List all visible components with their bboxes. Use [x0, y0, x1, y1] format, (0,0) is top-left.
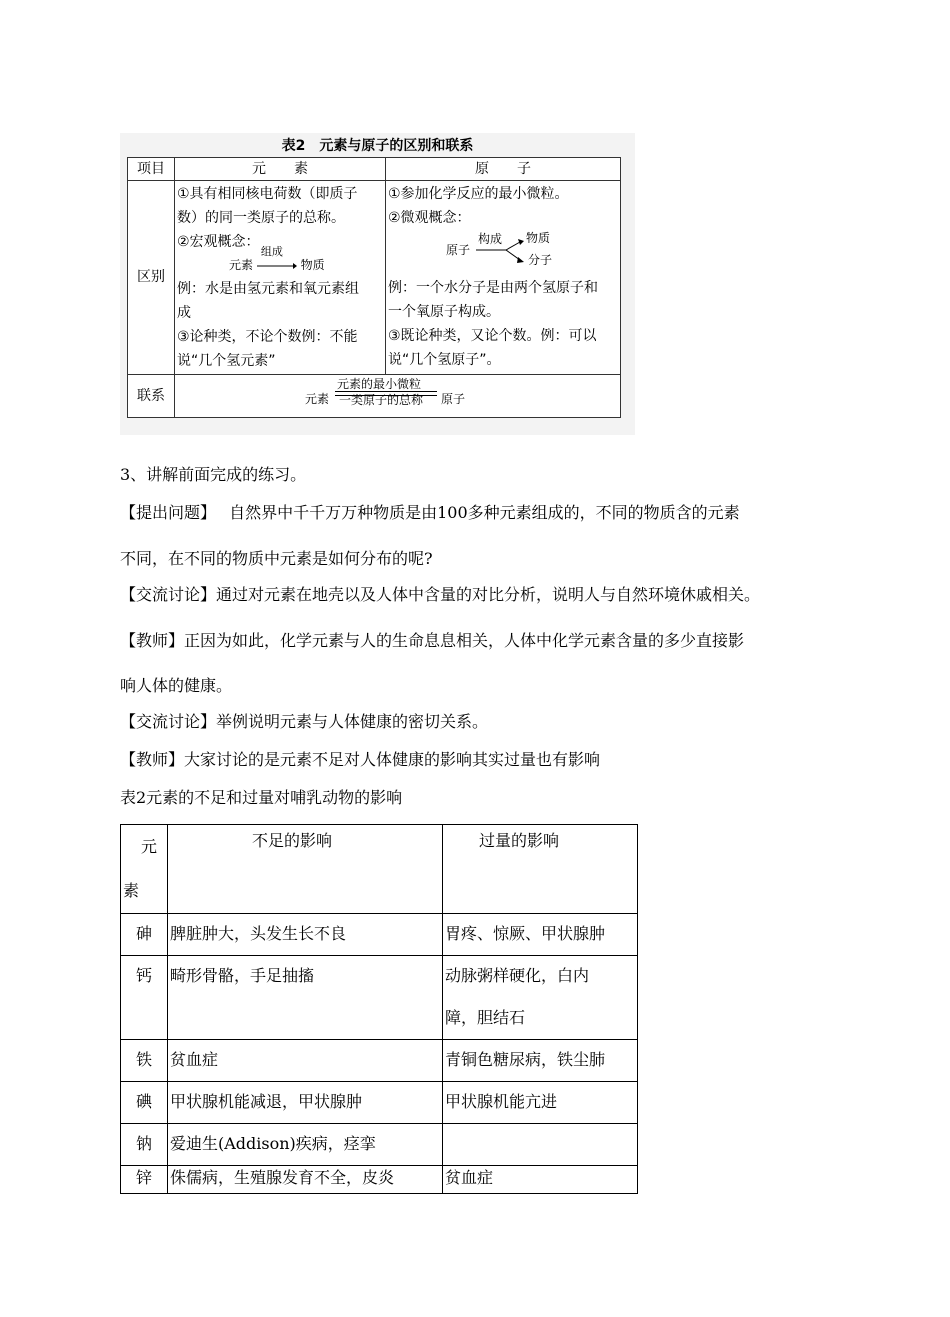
atom-line: 说“几个氢原子”。: [388, 352, 501, 368]
element-line: 例：水是由氢元素和氧元素组: [177, 280, 359, 297]
atom-diagram: [388, 230, 618, 276]
atom-line: 一个氧原子构成。: [388, 304, 500, 320]
table2-lack-cell: 甲状腺机能减退，甲状腺肿: [168, 1082, 443, 1124]
diagram-to-molecule: 分子: [528, 253, 553, 267]
table2-lack-cell: 侏儒病，生殖腺发育不全，皮炎: [168, 1166, 443, 1194]
table2-header-over: [443, 825, 638, 914]
table-row: [121, 914, 638, 956]
right-arrow-icon: [257, 262, 297, 270]
table2-el-cell: 砷: [121, 914, 168, 956]
element-line: 成: [177, 304, 191, 321]
table2-over-cell: [443, 956, 638, 1040]
header-el-line2: 素: [123, 881, 140, 900]
table-row: [121, 1082, 638, 1124]
atom-line: 例：一个水分子是由两个氢原子和: [388, 280, 598, 296]
table1-header-item: 项目: [128, 158, 175, 181]
header-el-line1: 元: [141, 837, 158, 856]
table2-lack-cell: 畸形骨骼，手足抽搐: [168, 956, 443, 1040]
table2-caption: 表2元素的不足和过量对哺乳动物的影响: [120, 788, 403, 807]
paragraph-question-cont: 不同，在不同的物质中元素是如何分布的呢?: [120, 549, 433, 568]
diagram-verb: 组成: [260, 244, 283, 258]
diagram-to: 物质: [300, 258, 325, 272]
table2-lack-cell: 脾脏肿大，头发生长不良: [168, 914, 443, 956]
element-line: 说“几个氢元素”: [177, 352, 276, 369]
table1-relation-label: 联系: [128, 374, 175, 417]
element-diagram: [177, 244, 383, 277]
table-row: [121, 1040, 638, 1082]
header-over-text: 过量的影响: [479, 831, 560, 850]
diagram-to-matter: 物质: [526, 231, 551, 245]
over-line1: 动脉粥样硬化，白内: [445, 966, 590, 985]
table1-title: 表2 元素与原子的区别和联系: [281, 138, 474, 154]
table2-over-cell: [443, 1124, 638, 1166]
paragraph-teacher-cont: 响人体的健康。: [120, 676, 233, 695]
relation-top: 元素的最小微粒: [337, 376, 422, 391]
table2-el-cell: 锌: [121, 1166, 168, 1194]
element-line: ③论种类，不论个数例：不能: [177, 328, 358, 345]
relation-line-top: [335, 391, 437, 392]
table2-header-row: [121, 825, 638, 914]
table2-lack-cell: 爱迪生(Addison)疾病，痉挛: [168, 1124, 443, 1166]
table1-header-row: [128, 158, 621, 181]
table1-relation-cell: [175, 374, 621, 417]
paragraph-exercise: 3、讲解前面完成的练习。: [120, 465, 307, 484]
diagram-from: 原子: [446, 243, 471, 257]
element-atom-table: [127, 157, 621, 418]
table-row: [121, 1124, 638, 1166]
element-line: ②宏观概念：: [177, 234, 260, 250]
paragraph-question: 【提出问题】 自然界中千千万万种物质是由100多种元素组成的，不同的物质含的元素: [120, 503, 740, 522]
atom-line: ②微观概念：: [388, 210, 471, 226]
table2-el-cell: 铁: [121, 1040, 168, 1082]
table2-el-cell: 钙: [121, 956, 168, 1040]
relation-right: 原子: [440, 391, 465, 406]
element-atom-table-image: [120, 133, 635, 435]
header-lack-text: 不足的影响: [252, 831, 333, 850]
paragraph-discussion: 【交流讨论】通过对元素在地壳以及人体中含量的对比分析，说明人与自然环境休戚相关。: [120, 585, 761, 604]
over-line2: 障，胆结石: [445, 1008, 526, 1027]
element-line: 数）的同一类原子的总称。: [177, 210, 345, 226]
relation-bottom: 一类原子的总称: [339, 392, 424, 407]
table2-over-cell: 胃疼、惊厥、甲状腺肿: [443, 914, 638, 956]
atom-line: ①参加化学反应的最小微粒。: [388, 186, 569, 202]
table2-lack-cell: 贫血症: [168, 1040, 443, 1082]
table1-diff-row: [128, 181, 621, 375]
table1-element-cell: [175, 181, 386, 375]
arrow-icon: [257, 244, 297, 277]
atom-line: ③既论种类，又论个数。例：可以: [388, 328, 597, 344]
table2-el-cell: 钠: [121, 1124, 168, 1166]
paragraph-discussion-2: 【交流讨论】举例说明元素与人体健康的密切关系。: [120, 712, 489, 731]
table-row: [121, 956, 638, 1040]
table2-el-cell: 碘: [121, 1082, 168, 1124]
table-row: [121, 1166, 638, 1194]
table1-atom-cell: [386, 181, 621, 375]
element-line: ①具有相同核电荷数（即质子: [177, 186, 358, 202]
table1-relation-row: [128, 374, 621, 417]
table2-over-cell: 青铜色糖尿病，铁尘肺: [443, 1040, 638, 1082]
paragraph-teacher: 【教师】正因为如此，化学元素与人的生命息息相关，人体中化学元素含量的多少直接影: [120, 631, 745, 650]
diagram-from: 元素: [229, 258, 254, 272]
diagram-verb: 构成: [478, 232, 503, 246]
relation-left: 元素: [305, 391, 330, 406]
table2-header-lack: [168, 825, 443, 914]
table2-header-element: [121, 825, 168, 914]
table2-over-cell: 贫血症: [443, 1166, 638, 1194]
element-effects-table: [120, 824, 638, 1194]
table1-diff-label: 区别: [128, 181, 175, 375]
table1-header-atom: 原 子: [386, 158, 621, 181]
table1-header-element: 元 素: [175, 158, 386, 181]
relation-diagram: [305, 376, 465, 411]
paragraph-teacher-2: 【教师】大家讨论的是元素不足对人体健康的影响其实过量也有影响: [120, 750, 601, 769]
branch-arrow-icon: [476, 238, 526, 268]
table2-over-cell: 甲状腺机能亢进: [443, 1082, 638, 1124]
